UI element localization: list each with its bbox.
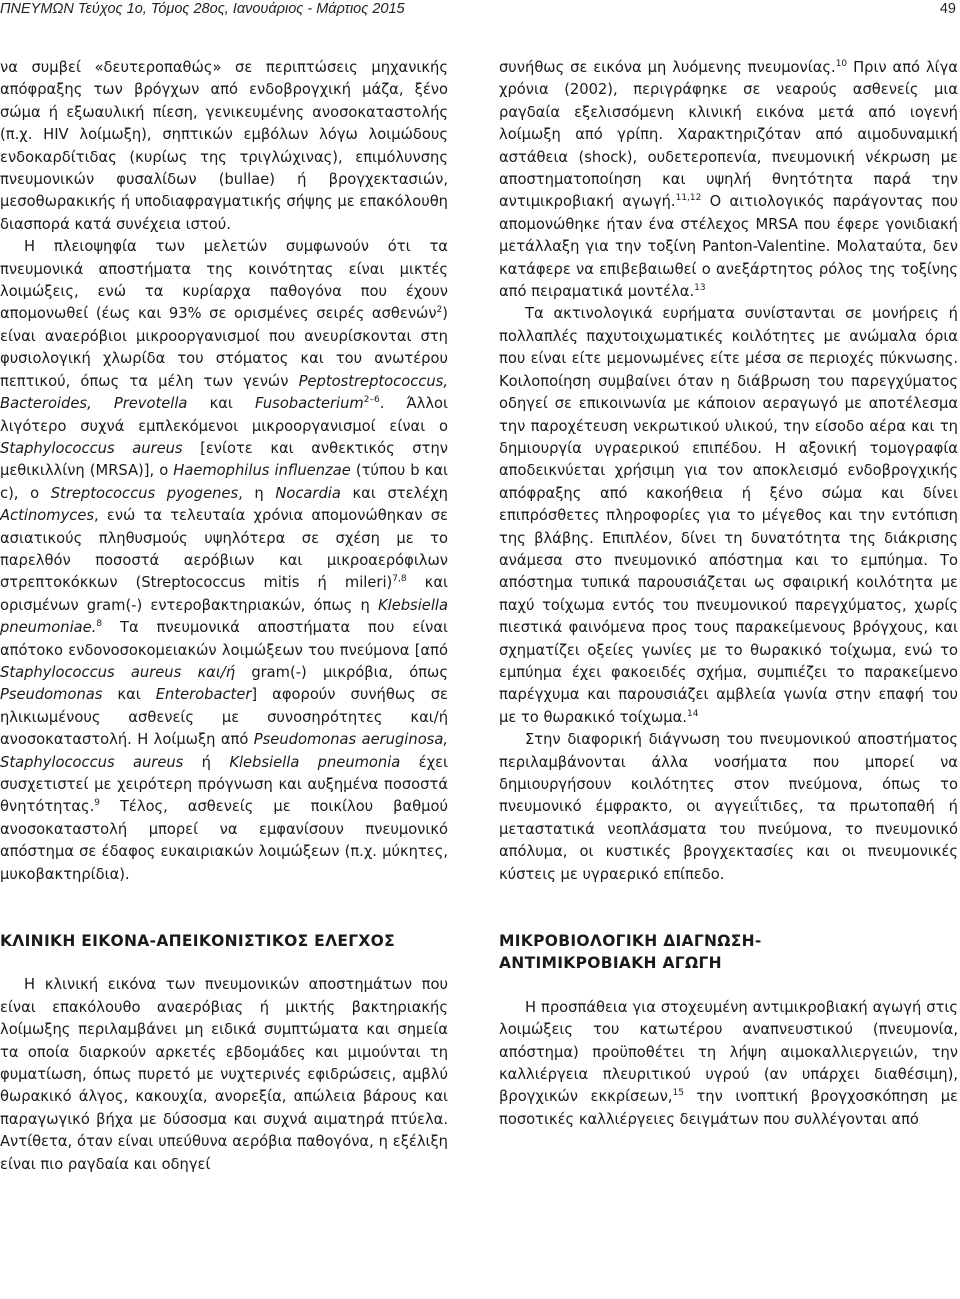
section-heading: ΜΙΚΡΟΒΙΟΛΟΓΙΚΗ ΔΙΑΓΝΩΣΗ- ΑΝΤΙΜΙΚΡΟΒΙΑΚΗ ΑΓΩΓΗ bbox=[499, 932, 762, 973]
citation: 8 bbox=[96, 619, 103, 630]
citation: 11,12 bbox=[675, 193, 702, 204]
paragraph: Τα ακτινολογικά ευρήματα συνίστανται σε μονήρεις ή πολλαπλές παχυτοιχωματικές κοιλότητες με ανώμαλα όρια που είναι είτε μεμονωμένες είτε μέσα σε περιοχές πύκνωσης. Κοιλοποίηση συμβαίνει όταν η διάβρωση του παρεγχύματος οδηγεί σε επικοινωνία με κάποιον αεραγωγό με αποτέλεσμα την παροχέτευση νεκρωτικού υλικού, την είσοδο αέρα και τη δημιουργία υγραερικού επιπέδου. Η αξονική τομογραφία αποδεικνύεται χρήσιμη για τον αποκλεισμό ενδοβρογχικής απόφραξης από κακοήθεια ή ξένο σώμα και δίνει επιπρόσθετες πληροφορίες για το μέγεθος και την εντόπιση της βλάβης. Επιπλέον, δίνει τη δυνατότητα της διάκρισης ανάμεσα στο πνευμονικό απόστημα και το εμπύημα. Το απόστημα τυπικά παρουσιάζεται ως σφαιρική κοιλότητα με παχύ τοίχωμα εντός του πνευμονικού παρεγχύματος, χωρίς πιεστικά φαινόμενα προς τους παρακείμενους βρόγχους, και σχηματίζει οξείες γωνίες με το θωρακικό τοίχωμα, ενώ το εμπύημα έχει φακοειδές σχήμα, συμπιέζει το παρακείμενο παρέγχυμα και παρουσιάζει αμβλεία γωνία στην επαφή του με το θωρακικό τοίχωμα.$^{14}$ bbox=[499, 305, 958, 726]
left-column bbox=[0, 57, 448, 1176]
paragraph: Η πλειοψηφία των μελετών συμφωνούν ότι τα πνευμονικά αποστήματα της κοινότητας είναι μικτές λοιμώξεις, ενώ τα κυρίαρχα παθογόνα που έχουν απομονωθεί (έως και 93% σε ορισμένες σειρές ασθενών$^2$) είναι αναερόβιοι μικροοργανισμοί που ανευρίσκονται στη φυσιολογική χλωρίδα του στόματος και του ανωτέρου πεπτικού, όπως τα μέλη των γενών Peptostreptococcus, Bacteroides, Prevotella και Fusobacterium$^{2-6}$. Άλλοι λιγότερο συχνά εμπλεκόμενοι μικροοργανισμοί είναι ο Staphylococcus aureus [ενίοτε και ανθεκτικός στην μεθικιλλίνη (MRSA)], ο Haemophilus influenzae (τύπου b και c), ο Streptococcus pyogenes, η Nocardia και στελέχη Actinomyces, ενώ τα τελευταία χρόνια απομονώθηκαν σε ασιατικούς πληθυσμούς υψηλότερα σε σχέση με το παρελθόν ποσοστά αερόβιων και μικροαερόφιλων στρεπτοκόκκων (Streptococcus mitis ή mileri)$^{7,8}$ και ορισμένων gram(-) εντεροβακτηριακών, όπως η Klebsiella pneumoniae.$^8$ Τα πνευμονικά αποστήματα που είναι απότοκο ενδονοσοκομειακών λοιμώξεων του πνεύμονα [από Staphylococcus aureus και/ή gram(-) μικρόβια, όπως Pseudomonas και Enterobacter] αφορούν συνήθως σε ηλικιωμένους ασθενείς με συνοσηρότητες και/ή ανοσοκαταστολή. Η λοίμωξη από Pseudomonas aeruginosa, Staphylococcus aureus ή Klebsiella pneumonia έχει συσχετιστεί με χειρότερη πρόγνωση και αυξημένα ποσοστά θνητότητας.$^9$ Τέλος, ασθενείς με ποικίλου βαθμού ανοσοκαταστολή μπορεί να εμφανίσουν πνευμονικό απόστημα σε έδαφος ευκαιριακών λοιμώξεων (π.χ. μύκητες, μυκοβακτηρίδια). bbox=[0, 238, 449, 883]
citation: 10 bbox=[835, 59, 848, 70]
right-column bbox=[499, 57, 958, 1131]
running-header bbox=[0, 0, 960, 22]
paragraph: Η προσπάθεια για στοχευμένη αντιμικροβιακή αγωγή στις λοιμώξεις του κατωτέρου αναπνευστικού (πνευμονία, απόστημα) προϋποθέτει τη λήψη αιμοκαλλιεργειών, την καλλιέργεια πλευριτικού υγρού (αν υπάρχει διαθέσιμη), βρογχικών εκκρίσεων,$^{15}$ την ινοπτική βρογχοσκόπηση με ποσοτικές καλλιέργειες δειγμάτων που συλλέγονται από bbox=[499, 998, 958, 1128]
journal-title: ΠΝΕΥΜΩΝ Τεύχος 1ο, Τόμος 28ος, Ιανουάριος - Μάρτιος 2015 bbox=[0, 1, 405, 17]
paragraph: Η κλινική εικόνα των πνευμονικών αποστημάτων που είναι επακόλουθο αναερόβιας ή μικτής βακτηριακής λοίμωξης περιλαμβάνει μη ειδικά συμπτώματα και σημεία τα οποία διαρκούν αρκετές εβδομάδες και μιμούνται τη φυματίωση, όπως πυρετό με νυχτερινές εφιδρώσεις, αμβλύ θωρακικό άλγος, κακουχία, ανορεξία, απώλεια βάρους και παραγωγικό βήχα με δύσοσμα και συχνά αιματηρά πτύελα. Αντίθετα, όταν είναι υπεύθυνα αερόβια παθογόνα, η εξέλιξη είναι πιο ραγδαία και οδηγεί bbox=[0, 976, 448, 1173]
citation: 7,8 bbox=[392, 574, 407, 585]
citation: 9 bbox=[94, 798, 101, 809]
page-number: 49 bbox=[939, 1, 956, 17]
citation: 14 bbox=[686, 708, 699, 719]
paragraph: συνήθως σε εικόνα μη λυόμενης πνευμονίας.$^{10}$ Πριν από λίγα χρόνια (2002), περιγράφηκε σε νεαρούς ασθενείς μια ραγδαία εξελισσόμενη κλινική εικόνα μετά από ιογενή λοίμωξη από γρίπη. Χαρακτηριζόταν από αιμοδυναμική αστάθεια (shock), ουδετεροπενία, πνευμονική νέκρωση με αποστηματοποίηση και υψηλή θνητότητα παρά την αντιμικροβιακή αγωγή.$^{11,12}$ Ο αιτιολογικός παράγοντας που απομονώθηκε ήταν ένα στέλεχος MRSA που έφερε γονιδιακή μετάλλαξη για την τοξίνη Panton-Valentine. Μολαταύτα, δεν κατάφερε να επιβεβαιωθεί ο ανεξάρτητος ρόλος της τοξίνης από πειραματικά μοντέλα.$^{13}$ bbox=[499, 59, 959, 301]
citation: 13 bbox=[694, 283, 706, 294]
paragraph: Στην διαφορική διάγνωση του πνευμονικού αποστήματος περιλαμβάνονται άλλα νοσήματα που μπορεί να δημιουργήσουν κοιλότητες στον πνεύμονα, όπως το πνευμονικό έμφρακτο, οι αγγειΐτιδες, τα πρωτοπαθή ή μεταστατικά νεοπλάσματα του πνεύμονα, το πνευμονικό απόλυμα, οι κυστικές βρογχεκτασίες και οι πνευμονικές κύστεις με υγραερικό επίπεδο. bbox=[499, 731, 958, 883]
citation: 2–6 bbox=[363, 395, 380, 406]
citation: 15 bbox=[672, 1088, 684, 1099]
citation: 2 bbox=[436, 305, 443, 316]
paragraph: να συμβεί «δευτεροπαθώς» σε περιπτώσεις μηχανικής απόφραξης των βρόγχων από ενδοβρογχική μάζα, ξένο σώμα ή εξωαυλική πίεση, γενικευμένης ανοσοκαταστολής (π.χ. HIV λοίμωξη), σηπτικών εμβόλων λόγω λοιμώδους ενδοκαρδίτιδας (κυρίως της τριγλώχινας), επιμόλυνσης πνευμονικών φυσαλίδων (bullae) ή βρογχεκτασιών, μεσοθωρακικής ή υποδιαφραγματικής σήψης με επακόλουθη διασπορά κατά συνέχεια ιστού. bbox=[0, 59, 448, 233]
section-heading: ΚΛΙΝΙΚΗ ΕΙΚΟΝΑ-ΑΠΕΙΚΟΝΙΣΤΙΚΟΣ ΕΛΕΓΧΟΣ bbox=[0, 932, 396, 951]
